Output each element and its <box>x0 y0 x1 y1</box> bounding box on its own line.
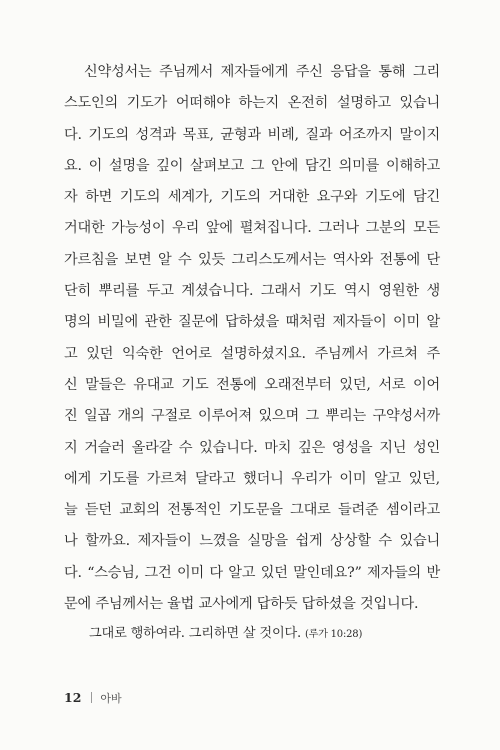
text-line: 진 일곱 개의 구절로 이루어져 있으며 그 뿌리는 구약성서까 <box>64 408 440 425</box>
text-line: 단히 뿌리를 두고 계셨습니다. 그래서 기도 역시 영원한 생 <box>64 283 440 300</box>
quote-reference: (루가 10:28) <box>305 629 363 640</box>
page-number: 12 <box>64 690 82 705</box>
text-line: 가르침을 보면 알 수 있듯 그리스도께서는 역사와 전통에 단 <box>64 251 440 268</box>
text-line: 거대한 가능성이 우리 앞에 펼쳐집니다. 그러나 그분의 모든 <box>64 220 440 237</box>
text-line: 신 말들은 유대교 기도 전통에 오래전부터 있던, 서로 이어 <box>64 376 440 393</box>
quote-text: 그대로 행하여라. 그리하면 살 것이다. <box>89 626 302 641</box>
text-line: 신약성서는 주님께서 제자들에게 주신 응답을 통해 그리 <box>84 64 440 80</box>
page-footer <box>64 690 122 706</box>
footer-divider <box>91 692 92 703</box>
text-line: 요. 이 설명을 깊이 살펴보고 그 안에 담긴 의미를 이해하고 <box>64 157 440 174</box>
text-line: 스도인의 기도가 어떠해야 하는지 온전히 설명하고 있습니 <box>64 95 440 112</box>
text-line: 지 거슬러 올라갈 수 있습니다. 마치 깊은 영성을 지닌 성인 <box>64 439 440 456</box>
text-line: 늘 듣던 교회의 전통적인 기도문을 그대로 들려준 셈이라고 <box>64 502 440 519</box>
text-line: 에게 기도를 가르쳐 달라고 했더니 우리가 이미 알고 있던, <box>64 470 440 487</box>
text-line: 다. “스승님, 그건 이미 다 알고 있던 말인데요?” 제자들의 반 <box>64 564 440 581</box>
text-line: 문에 주님께서는 율법 교사에게 답하듯 답하셨을 것입니다. <box>64 596 419 613</box>
text-line: 다. 기도의 성격과 목표, 균형과 비례, 질과 어조까지 말이지 <box>64 126 440 143</box>
running-title: 아바 <box>100 692 122 705</box>
text-line: 명의 비밀에 관한 질문에 답하셨을 때처럼 제자들이 이미 알 <box>64 314 440 331</box>
scripture-quote <box>89 622 362 641</box>
text-line: 자 하면 기도의 세계가, 기도의 거대한 요구와 기도에 담긴 <box>64 189 440 206</box>
text-line: 나 할까요. 제자들이 느꼈을 실망을 쉽게 상상할 수 있습니 <box>64 533 440 550</box>
text-line: 고 있던 익숙한 언어로 설명하셨지요. 주님께서 가르쳐 주 <box>64 345 440 362</box>
body-paragraph <box>64 57 440 620</box>
